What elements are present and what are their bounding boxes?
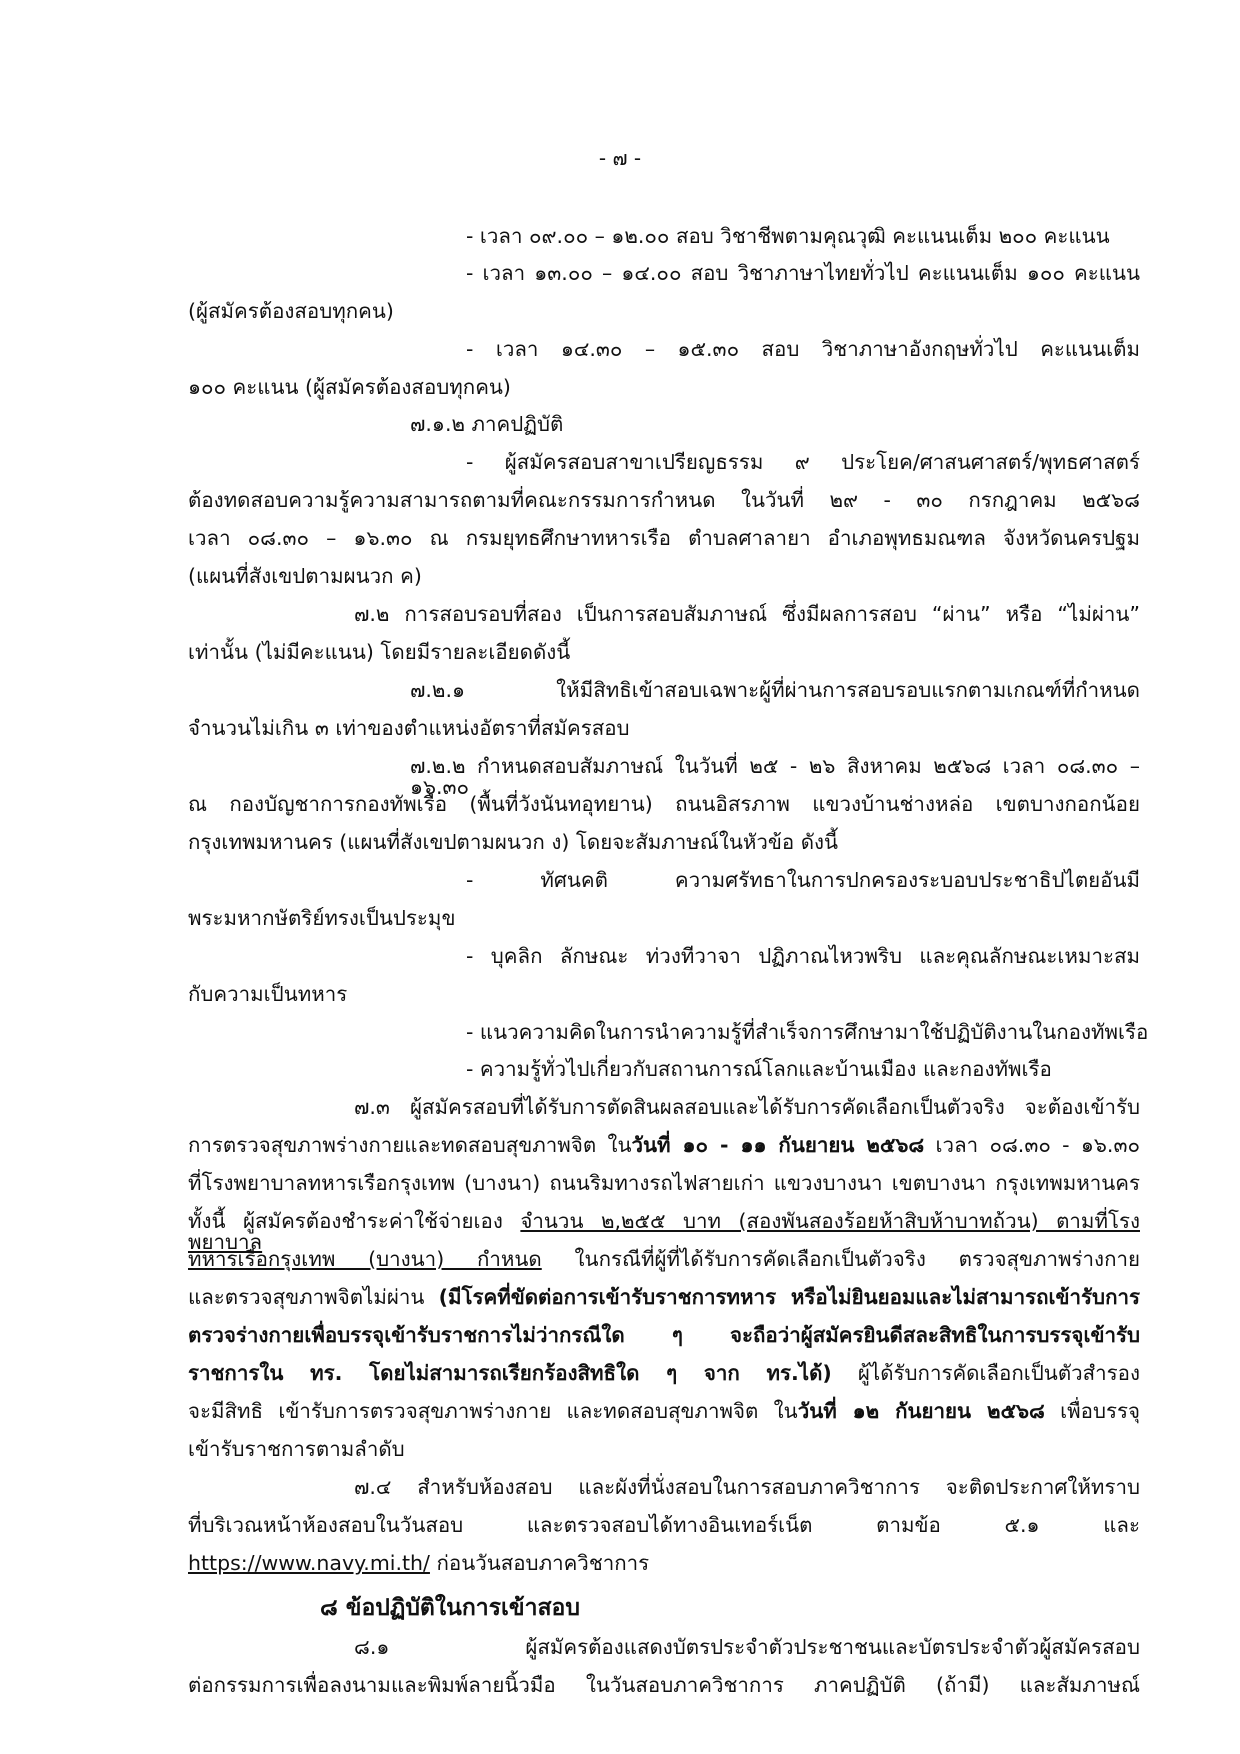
text-line bbox=[188, 1553, 649, 1574]
text-span: จะมีสิทธิ เข้ารับการตรวจสุขภาพร่างกาย และทดสอบสุขภาพจิต ใน bbox=[188, 1399, 798, 1423]
text-line: กับความเป็นทหาร bbox=[188, 982, 348, 1006]
text-line bbox=[188, 1135, 1140, 1156]
text-line: ต้องทดสอบความรู้ความสามารถตามที่คณะกรรมการกำหนด ในวันที่ ๒๙ - ๓๐ กรกฎาคม ๒๕๖๘ bbox=[188, 488, 1140, 512]
interview-topic-ideas: - แนวความคิดในการนำความรู้ที่สำเร็จการศึกษามาใช้ปฏิบัติงานในกองทัพเรือ bbox=[466, 1020, 1149, 1044]
section-8-heading: ๘ ข้อปฏิบัติในการเข้าสอบ bbox=[320, 1595, 580, 1621]
bold-condition-line: ตรวจร่างกายเพื่อบรรจุเข้ารับราชการไม่ว่ากรณีใด ๆ จะถือว่าผู้สมัครยินดีสละสิทธิในการบรรจุเข้ารับ bbox=[188, 1323, 1140, 1347]
section-7-1-2-heading: ๗.๑.๒ ภาคปฏิบัติ bbox=[410, 412, 564, 436]
text-span: เวลา ๐๘.๓๐ - ๑๖.๓๐ bbox=[924, 1133, 1140, 1157]
text-line: ๑๐๐ คะแนน (ผู้สมัครต้องสอบทุกคน) bbox=[188, 375, 511, 399]
section-7-4-text: ๗.๔ สำหรับห้องสอบ และผังที่นั่งสอบในการสอบภาควิชาการ จะติดประกาศให้ทราบ bbox=[354, 1475, 1140, 1499]
text-line: เข้ารับราชการตามลำดับ bbox=[188, 1437, 405, 1461]
text-line: พระมหากษัตริย์ทรงเป็นประมุข bbox=[188, 906, 456, 930]
interview-topic-personality: - บุคลิก ลักษณะ ท่วงทีวาจา ปฏิภาณไหวพริบ และคุณลักษณะเหมาะสม bbox=[466, 944, 1140, 968]
text-line bbox=[188, 1401, 1140, 1422]
schedule-line-professional: - เวลา ๐๙.๐๐ – ๑๒.๐๐ สอบ วิชาชีพตามคุณวุฒิ คะแนนเต็ม ๒๐๐ คะแนน bbox=[466, 224, 1110, 248]
text-line bbox=[188, 1211, 1140, 1252]
navy-website-link[interactable]: https://www.navy.mi.th/ bbox=[188, 1551, 430, 1575]
text-span: การตรวจสุขภาพร่างกายและทดสอบสุขภาพจิต ใน bbox=[188, 1133, 632, 1157]
text-line: เวลา ๐๘.๓๐ – ๑๖.๓๐ ณ กรมยุทธศึกษาทหารเรือ ตำบลศาลายา อำเภอพุทธมณฑล จังหวัดนครปฐม bbox=[188, 526, 1140, 550]
section-7-2-text: ๗.๒ การสอบรอบที่สอง เป็นการสอบสัมภาษณ์ ซึ่งมีผลการสอบ “ผ่าน” หรือ “ไม่ผ่าน” bbox=[354, 602, 1140, 626]
date-reserve-health-check: วันที่ ๑๒ กันยายน ๒๕๖๘ bbox=[797, 1399, 1045, 1423]
text-line bbox=[188, 1363, 1140, 1384]
text-line bbox=[188, 1249, 1140, 1270]
text-span: ทั้งนี้ ผู้สมัครต้องชำระค่าใช้จ่ายเอง bbox=[188, 1209, 521, 1233]
fee-underlined-cont: ทหารเรือกรุงเทพ (บางนา) กำหนด bbox=[188, 1247, 542, 1271]
section-8-1-text: ๘.๑ ผู้สมัครต้องแสดงบัตรประจำตัวประชาชนและบัตรประจำตัวผู้สมัครสอบ bbox=[354, 1635, 1140, 1659]
interview-topic-attitude: - ทัศนคติ ความศรัทธาในการปกครองระบอบประชาธิปไตยอันมี bbox=[466, 868, 1140, 892]
text-line: (แผนที่สังเขปตามผนวก ค) bbox=[188, 564, 422, 588]
text-line: - ผู้สมัครสอบสาขาเปรียญธรรม ๙ ประโยค/ศาสนศาสตร์/พุทธศาสตร์ bbox=[466, 450, 1140, 474]
date-health-check: วันที่ ๑๐ - ๑๑ กันยายน ๒๕๖๘ bbox=[631, 1133, 925, 1157]
text-span: เพื่อบรรจุ bbox=[1044, 1399, 1140, 1423]
text-span: ในกรณีที่ผู้ที่ได้รับการคัดเลือกเป็นตัวจริง ตรวจสุขภาพร่างกาย bbox=[541, 1247, 1140, 1271]
bold-condition-end: ราชการใน ทร. โดยไม่สามารถเรียกร้องสิทธิใด ๆ จาก ทร.ได้) bbox=[188, 1361, 832, 1385]
section-7-3-text: ๗.๓ ผู้สมัครสอบที่ได้รับการตัดสินผลสอบและได้รับการคัดเลือกเป็นตัวจริง จะต้องเข้ารับ bbox=[354, 1095, 1140, 1119]
text-span: และตรวจสุขภาพจิตไม่ผ่าน bbox=[188, 1285, 439, 1309]
interview-topic-general-knowledge: - ความรู้ทั่วไปเกี่ยวกับสถานการณ์โลกและบ้านเมือง และกองทัพเรือ bbox=[466, 1057, 1052, 1081]
text-line: ณ กองบัญชาการกองทัพเรือ (พื้นที่วังนันทอุทยาน) ถนนอิสรภาพ แขวงบ้านช่างหล่อ เขตบางกอกน้อย bbox=[188, 792, 1140, 816]
text-line: ที่บริเวณหน้าห้องสอบในวันสอบ และตรวจสอบได้ทางอินเทอร์เน็ต ตามข้อ ๕.๑ และ bbox=[188, 1513, 1140, 1537]
text-line: กรุงเทพมหานคร (แผนที่สังเขปตามผนวก ง) โดยจะสัมภาษณ์ในหัวข้อ ดังนี้ bbox=[188, 830, 839, 854]
section-7-2-1-text: ๗.๒.๑ ให้มีสิทธิเข้าสอบเฉพาะผู้ที่ผ่านการสอบรอบแรกตามเกณฑ์ที่กำหนด bbox=[410, 678, 1140, 702]
text-line: ต่อกรรมการเพื่อลงนามและพิมพ์ลายนิ้วมือ ในวันสอบภาควิชาการ ภาคปฏิบัติ (ถ้ามี) และสัมภาษณ์ bbox=[188, 1673, 1140, 1697]
fee-underlined: จำนวน ๒,๒๕๕ บาท (สองพันสองร้อยห้าสิบห้าบาทถ้วน) ตามที่โรงพยาบาล bbox=[188, 1209, 1140, 1254]
bold-condition: (มีโรคที่ขัดต่อการเข้ารับราชการทหาร หรือไม่ยินยอมและไม่สามารถเข้ารับการ bbox=[438, 1285, 1140, 1309]
text-span: ผู้ได้รับการคัดเลือกเป็นตัวสำรอง bbox=[831, 1361, 1140, 1385]
page-number: - ๗ - bbox=[598, 146, 642, 170]
schedule-line-english: - เวลา ๑๔.๓๐ – ๑๕.๓๐ สอบ วิชาภาษาอังกฤษทั่วไป คะแนนเต็ม bbox=[466, 337, 1140, 361]
text-line: เท่านั้น (ไม่มีคะแนน) โดยมีรายละเอียดดังนี้ bbox=[188, 640, 571, 664]
text-line: ที่โรงพยาบาลทหารเรือกรุงเทพ (บางนา) ถนนริมทางรถไฟสายเก่า แขวงบางนา เขตบางนา กรุงเทพมหานคร bbox=[188, 1171, 1140, 1195]
note-all-candidates: (ผู้สมัครต้องสอบทุกคน) bbox=[188, 299, 394, 323]
text-span: ก่อนวันสอบภาควิชาการ bbox=[429, 1551, 650, 1575]
section-7-2-2-text: ๗.๒.๒ กำหนดสอบสัมภาษณ์ ในวันที่ ๒๕ - ๒๖ สิงหาคม ๒๕๖๘ เวลา ๐๘.๓๐ – ๑๖.๓๐ bbox=[410, 754, 1140, 799]
text-line bbox=[188, 1287, 1140, 1308]
schedule-line-thai: - เวลา ๑๓.๐๐ – ๑๔.๐๐ สอบ วิชาภาษาไทยทั่วไป คะแนนเต็ม ๑๐๐ คะแนน bbox=[466, 261, 1140, 285]
text-line: จำนวนไม่เกิน ๓ เท่าของตำแหน่งอัตราที่สมัครสอบ bbox=[188, 716, 630, 740]
